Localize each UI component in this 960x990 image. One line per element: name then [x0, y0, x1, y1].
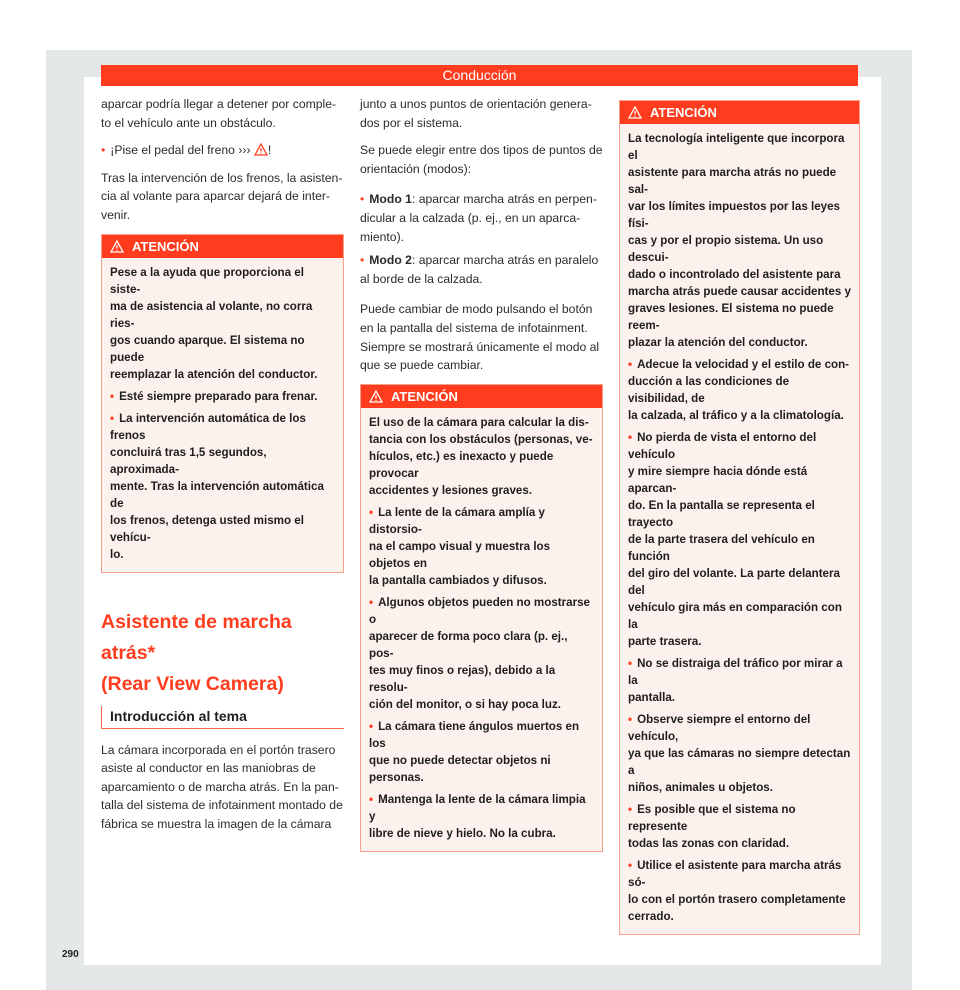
warning-item: • Mantenga la lente de la cámara limpia y libre de nieve y hielo. No la cubra.	[369, 792, 586, 840]
warning-icon	[369, 390, 383, 403]
paragraph: aparcar podría llegar a detener por comple- to el vehículo ante un obstáculo.	[101, 97, 337, 130]
warning-box	[619, 100, 860, 935]
subsection-title: Introducción al tema	[101, 706, 344, 729]
warning-item: • Es posible que el sistema no represente todas las zonas con claridad.	[628, 803, 796, 850]
right-column	[619, 95, 860, 935]
section-header: Conducción	[101, 65, 858, 86]
warning-item: • No se distraiga del tráfico por mirar a la pantalla.	[628, 657, 843, 704]
warning-item: • Adecue la velocidad y el estilo de con- ducción a las condiciones de visibilidad, de la calzada, al tráfico y a la climatología.	[628, 358, 850, 422]
page	[84, 77, 881, 965]
warning-box	[360, 384, 603, 852]
warning-text: El uso de la cámara para calcular la dis- tancia con los obstáculos (personas, ve- hículos, etc.) es inexacto y puede provocar accidentes y lesiones graves.	[369, 415, 593, 497]
warning-text: La tecnología inteligente que incorpora el asistente para marcha atrás no puede sal- var los límites impuestos por las leyes físi- cas y por el propio sistema. Un uso descui- dado o incontrolado del asistente para marcha atrás puede causar accidentes y graves lesiones. El sistema no puede reem- plazar la atención del conductor.	[628, 132, 851, 349]
warning-header: ATENCIÓN	[361, 385, 602, 408]
bullet-brake: • ¡Pise el pedal del freno ››› !	[101, 143, 272, 158]
warning-icon[interactable]	[254, 143, 268, 156]
page-background	[46, 50, 912, 990]
page-number: 290	[62, 949, 79, 960]
paragraph: junto a unos puntos de orientación genera- dos por el sistema.	[360, 97, 592, 130]
paragraph: Puede cambiar de modo pulsando el botón en la pantalla del sistema de infotainment. Siempre se mostrará únicamente el modo al que se puede cambiar.	[360, 302, 600, 373]
section-title: Asistente de marcha atrás* (Rear View Camera)	[101, 610, 292, 695]
paragraph: La cámara incorporada en el portón trasero asiste al conductor en las maniobras de aparcamiento o de marcha atrás. En la pan- talla del sistema de infotainment montado de fábrica se muestra la imagen de la cámara	[101, 742, 343, 831]
warning-item: • No pierda de vista el entorno del vehículo y mire siempre hacia dónde está aparcan- do. En la pantalla se representa el trayecto de la parte trasera del vehículo en función del giro del volante. La parte delantera del vehículo gira más en comparación con la parte trasera.	[628, 431, 842, 648]
warning-box	[101, 234, 344, 573]
bullet-icon: •	[101, 143, 106, 158]
warning-header: ATENCIÓN	[620, 101, 859, 124]
warning-icon	[628, 106, 642, 119]
mode-item: • Modo 1: aparcar marcha atrás en perpen- dicular a la calzada (p. ej., en un aparca- miento).	[360, 192, 597, 244]
warning-item: • La lente de la cámara amplía y distorsio- na el campo visual y muestra los objetos en la pantalla cambiados y difusos.	[369, 505, 551, 587]
warning-text: Pese a la ayuda que proporciona el siste- ma de asistencia al volante, no corra ries- gos cuando aparque. El sistema no puede reemplazar la atención del conductor.	[110, 265, 318, 381]
paragraph: Se puede elegir entre dos tipos de puntos de orientación (modos):	[360, 143, 603, 176]
warning-item: • Esté siempre preparado para frenar.	[110, 389, 318, 403]
middle-column	[360, 95, 603, 852]
warning-icon	[110, 240, 124, 253]
intro-text	[101, 741, 344, 834]
paragraph: Tras la intervención de los frenos, la asisten- cia al volante para aparcar dejará de inter- venir.	[101, 170, 343, 222]
warning-item: • La intervención automática de los frenos concluirá tras 1,5 segundos, aproximada- mente. Tras la intervención automática de los frenos, detenga usted mismo el vehícu- lo.	[110, 411, 324, 561]
warning-item: • La cámara tiene ángulos muertos en los que no puede detectar objetos ni personas.	[369, 719, 580, 784]
warning-header: ATENCIÓN	[102, 235, 343, 258]
warning-item: • Utilice el asistente para marcha atrás só- lo con el portón trasero completamente cerrado.	[628, 859, 846, 923]
mode-item: • Modo 2: aparcar marcha atrás en paralelo al borde de la calzada.	[360, 253, 599, 286]
left-column	[101, 95, 344, 843]
warning-item: • Algunos objetos pueden no mostrarse o aparecer de forma poco clara (p. ej., pos- tes muy finos o rejas), debido a la resolu- ción del monitor, o si hay poca luz.	[369, 595, 590, 711]
warning-item: • Observe siempre el entorno del vehículo, ya que las cámaras no siempre detectan a niños, animales u objetos.	[628, 713, 851, 794]
